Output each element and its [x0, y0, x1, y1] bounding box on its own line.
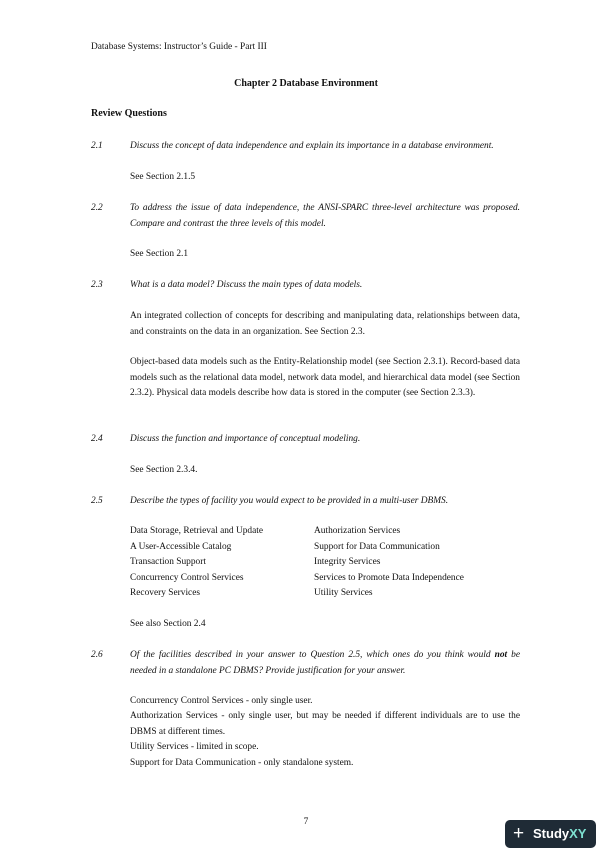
- plus-icon: +: [513, 823, 525, 844]
- facility-item: Utility Services: [314, 588, 373, 598]
- section-title: Review Questions: [91, 108, 167, 119]
- answer-line: Utility Services - limited in scope.: [130, 742, 259, 752]
- question-number: 2.2: [91, 203, 103, 213]
- facility-item: A User-Accessible Catalog: [130, 542, 232, 552]
- question-number: 2.3: [91, 280, 103, 290]
- chapter-title: Chapter 2 Database Environment: [234, 78, 378, 89]
- answer-text: See Section 2.3.4.: [130, 465, 198, 475]
- question-number: 2.6: [91, 650, 103, 660]
- facility-item: Transaction Support: [130, 557, 206, 567]
- question-text: [130, 648, 520, 679]
- brand-logo: [533, 820, 586, 848]
- answer-line: Authorization Services - only single user, but may be needed if different individuals are to use the DBMS at different times.: [130, 711, 520, 737]
- facility-item: Authorization Services: [314, 526, 401, 536]
- answer-text: See Section 2.1: [130, 249, 189, 259]
- question-text: To address the issue of data independence, the ANSI-SPARC three-level architecture was proposed. Compare and contrast the three levels of this model.: [130, 203, 520, 229]
- facility-item: Data Storage, Retrieval and Update: [130, 526, 264, 536]
- question-text: Describe the types of facility you would expect to be provided in a multi-user DBMS.: [130, 496, 449, 506]
- emphasis-text: not: [494, 650, 508, 660]
- facility-item: Integrity Services: [314, 557, 381, 567]
- question-number: 2.5: [91, 496, 103, 506]
- question-text: Discuss the function and importance of conceptual modeling.: [130, 434, 361, 444]
- facility-item: Recovery Services: [130, 588, 201, 598]
- question-text-part: Of the facilities described in your answer to Question 2.5, which ones do you think would: [130, 650, 495, 660]
- question-text-part: be needed in a standalone PC DBMS? Provide justification for your answer.: [130, 650, 520, 676]
- question-number: 2.1: [91, 141, 103, 151]
- facility-item: Support for Data Communication: [314, 542, 440, 552]
- page-number: 7: [303, 817, 309, 827]
- answer-line: Support for Data Communication - only standalone system.: [130, 758, 354, 768]
- question-text: What is a data model? Discuss the main types of data models.: [130, 280, 363, 290]
- brand-study: Study: [533, 826, 570, 841]
- answer-text: See Section 2.1.5: [130, 172, 196, 182]
- brand-xy: XY: [569, 826, 587, 841]
- question-number: 2.4: [91, 434, 103, 444]
- answer-line: Concurrency Control Services - only single user.: [130, 696, 313, 706]
- running-header: Database Systems: Instructor’s Guide - Part III: [91, 42, 267, 52]
- facility-item: Concurrency Control Services: [130, 573, 244, 583]
- facility-item: Services to Promote Data Independence: [314, 573, 464, 583]
- studyxy-badge[interactable]: [505, 820, 596, 848]
- answer-paragraph: An integrated collection of concepts for describing and manipulating data, relationships between data, and constraints on the data in an organization. See Section 2.3.: [130, 311, 520, 337]
- question-text: Discuss the concept of data independence and explain its importance in a database environment.: [130, 141, 494, 151]
- answer-text: See also Section 2.4: [130, 619, 206, 629]
- answer-paragraph: Object-based data models such as the Entity-Relationship model (see Section 2.3.1). Record-based data models such as the relational data model, network data model, and hierarchical data model (see Section 2.3.2). Physical data models describe how data is stored in the computer (see Section 2.3.3).: [130, 357, 520, 398]
